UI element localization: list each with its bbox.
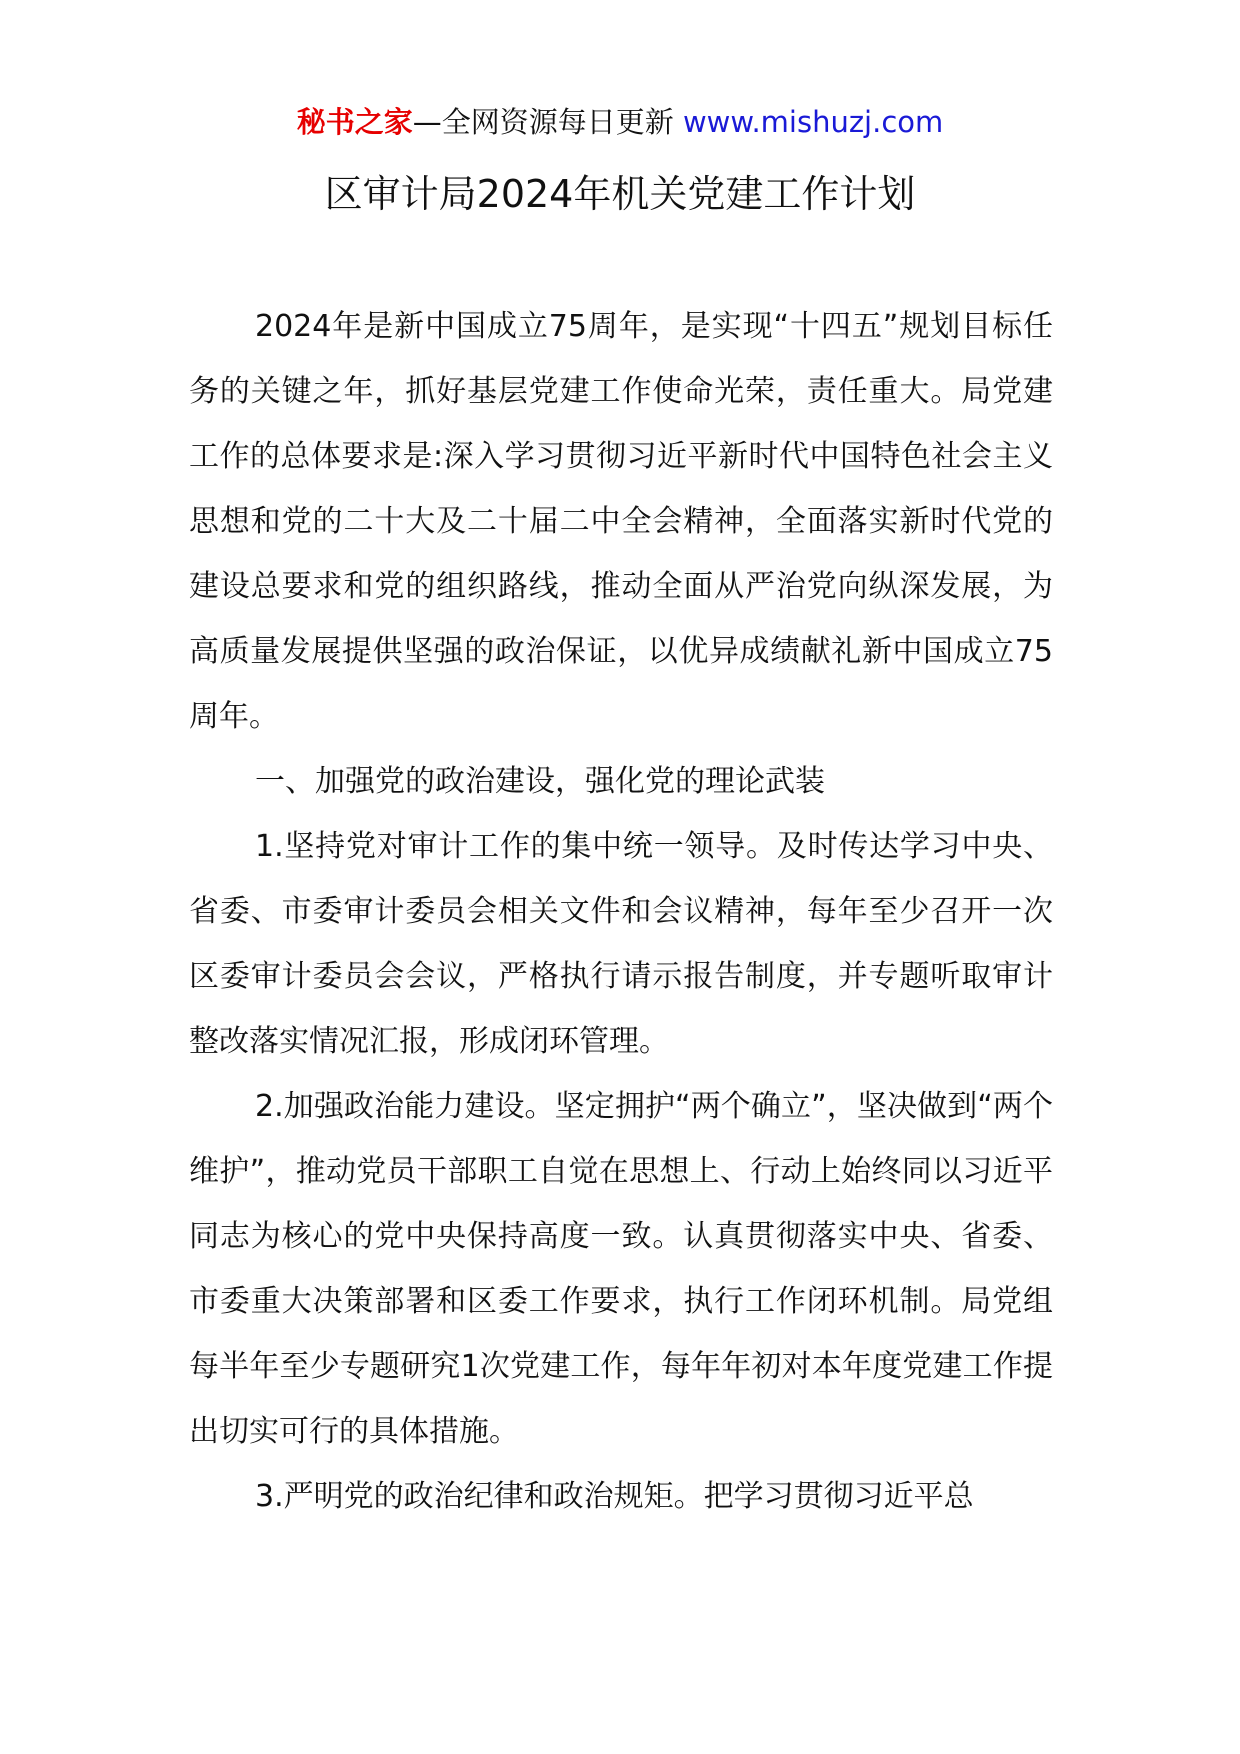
document-title: 区审计局2024年机关党建工作计划 bbox=[324, 172, 916, 216]
item-paragraph-2: 2.加强政治能力建设。坚定拥护“两个确立”，坚决做到“两个维护”，推动党员干部职工自觉在思想上、行动上始终同以习近平同志为核心的党中央保持高度一致。认真贯彻落实中央、省委、市委重大决策部署和区委工作要求，执行工作闭环机制。局党组每半年至少专题研究1次党建工作，每年年初对本年度党建工作提出切实可行的具体措施。 bbox=[189, 1089, 1053, 1449]
site-header bbox=[0, 100, 1240, 144]
intro-paragraph: 2024年是新中国成立75周年，是实现“十四五”规划目标任务的关键之年，抓好基层党建工作使命光荣，责任重大。局党建工作的总体要求是:深入学习贯彻习近平新时代中国特色社会主义思想和党的二十大及二十届二中全会精神，全面落实新时代党的建设总要求和党的组织路线，推动全面从严治党向纵深发展，为高质量发展提供坚强的政治保证，以优异成绩献礼新中国成立75周年。 bbox=[189, 309, 1053, 734]
section-heading-1: 一、加强党的政治建设，强化党的理论武装 bbox=[255, 764, 825, 799]
brand-name: 秘书之家 bbox=[296, 105, 413, 139]
item-paragraph-3: 3.严明党的政治纪律和政治规矩。把学习贯彻习近平总 bbox=[255, 1479, 974, 1514]
document-body bbox=[189, 294, 1053, 1529]
site-url-link[interactable]: www.mishuzj.com bbox=[682, 105, 944, 139]
header-tagline: —全网资源每日更新 bbox=[412, 105, 683, 139]
item-paragraph-1: 1.坚持党对审计工作的集中统一领导。及时传达学习中央、省委、市委审计委员会相关文件和会议精神，每年至少召开一次区委审计委员会会议，严格执行请示报告制度，并专题听取审计整改落实情况汇报，形成闭环管理。 bbox=[189, 829, 1053, 1059]
